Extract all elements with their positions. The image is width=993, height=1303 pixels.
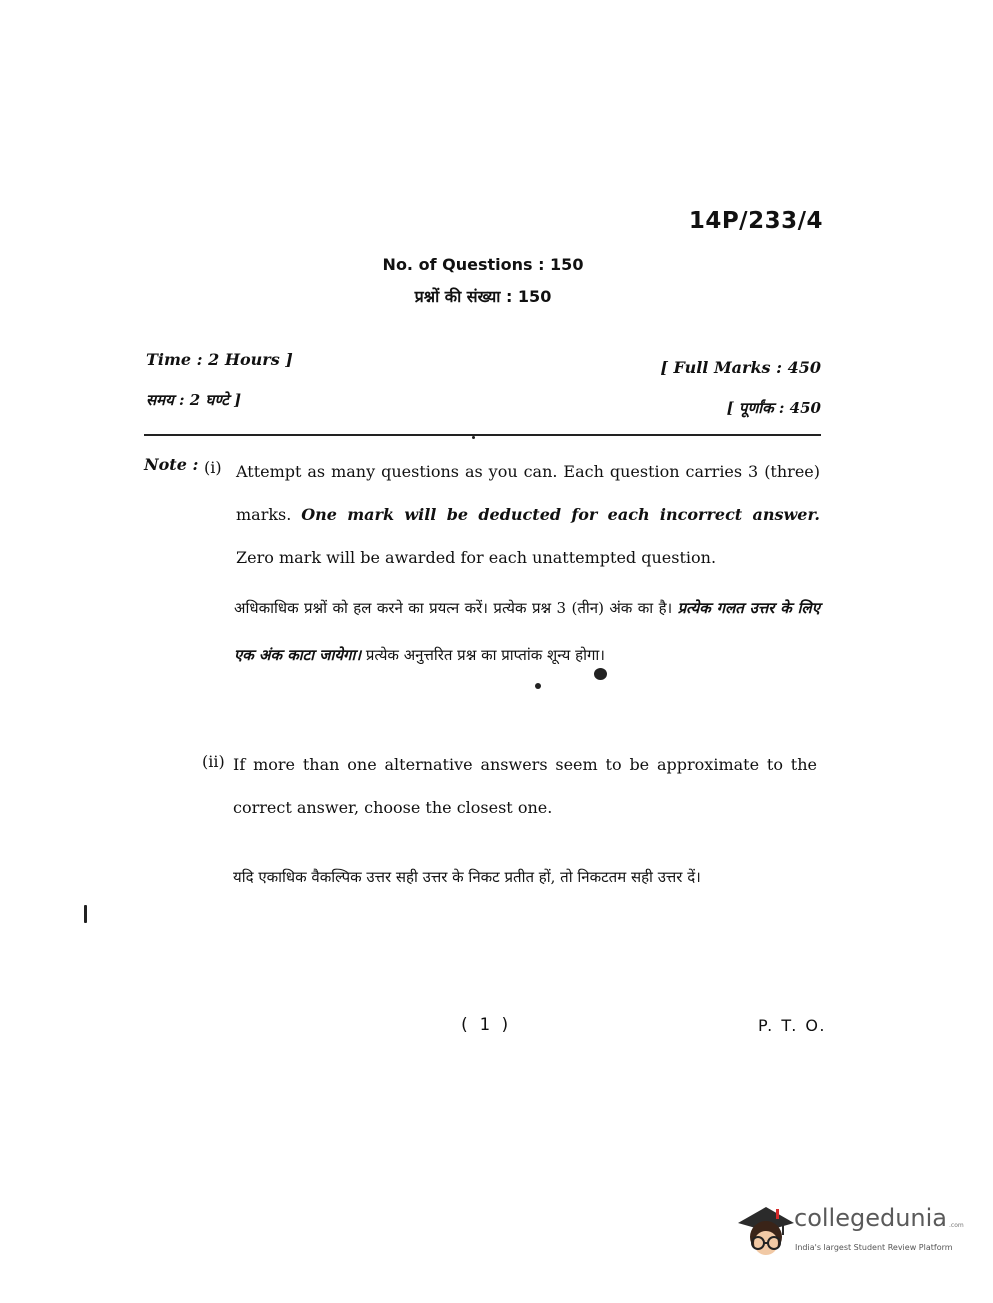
questions-count-hi: प्रश्नों की संख्या : 150 — [414, 287, 552, 306]
note-item-1-hi-emphasis: प्रत्येक गलत उत्तर के लिए एक अंक काटा जायेगा। — [234, 599, 820, 664]
please-turn-over: P. T. O. — [758, 1016, 827, 1035]
note-item-1-en-emphasis: One mark will be deducted for each incorrect answer. — [301, 505, 821, 524]
note-item-1-hi-part-b: प्रत्येक अनुत्तरित प्रश्न का प्राप्तांक शून्य होगा। — [361, 646, 605, 664]
note-item-1-en-part-a: Attempt as many questions as you can. Each question carries 3 (three) marks. — [236, 462, 820, 524]
header-divider — [144, 434, 821, 436]
page-number: ( 1 ) — [459, 1015, 511, 1035]
note-item-1-hi-part-a: अधिकाधिक प्रश्नों को हल करने का प्रयत्न करें। प्रत्येक प्रश्न 3 (तीन) अंक का है। — [234, 599, 678, 617]
note-item-2-number: (ii) — [202, 752, 225, 771]
scan-speck — [594, 668, 607, 680]
scan-speck — [535, 683, 541, 689]
note-item-1-en-part-b: Zero mark will be awarded for each unattempted question. — [236, 548, 717, 567]
watermark-name: collegedunia — [794, 1204, 948, 1232]
scan-speck — [84, 905, 87, 923]
full-marks-en: [ Full Marks : 450 — [660, 358, 821, 377]
note-label: Note : — [144, 455, 199, 474]
time-hi: समय : 2 घण्टे ] — [146, 391, 242, 409]
watermark-tagline: India's largest Student Review Platform — [795, 1243, 953, 1252]
questions-count-en: No. of Questions : 150 — [382, 255, 584, 274]
note-item-2-english: If more than one alternative answers seem to be approximate to the correct answer, choose the closest one. — [233, 755, 817, 817]
full-marks-hi: [ पूर्णांक : 450 — [726, 399, 821, 417]
paper-code: 14P/233/4 — [688, 208, 823, 234]
scan-speck — [472, 436, 475, 439]
time-en: Time : 2 Hours ] — [146, 350, 293, 369]
note-item-2-hindi: यदि एकाधिक वैकल्पिक उत्तर सही उत्तर के निकट प्रतीत हों, तो निकटतम सही उत्तर दें। — [233, 868, 701, 886]
watermark-domain: .com — [949, 1222, 964, 1229]
note-item-1-hindi — [234, 585, 820, 679]
note-item-1-english — [236, 450, 820, 579]
note-item-1-number: (i) — [204, 458, 222, 477]
